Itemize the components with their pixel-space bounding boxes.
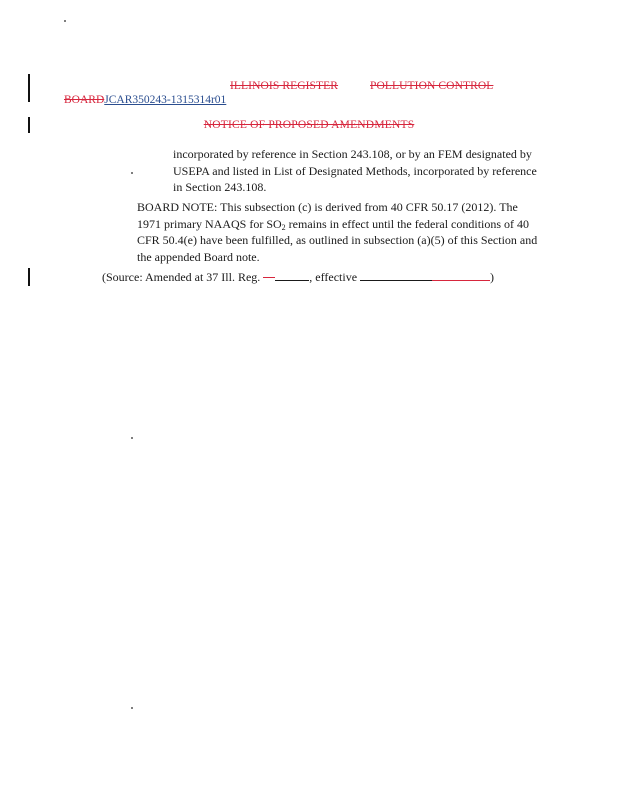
scan-speck: [131, 172, 133, 174]
header-line-2: [64, 93, 226, 107]
notice-heading: [0, 118, 618, 132]
inserted-blank: [432, 269, 490, 281]
scan-speck: [131, 437, 133, 439]
effective-date-blank: [360, 269, 432, 281]
paragraph-incorporated-by-reference: incorporated by reference in Section 243.108, or by an FEM designated by USEPA and listed in List of Designated Methods, incorporated by reference in Section 243.108.: [173, 147, 537, 194]
board-note-text-2: remains in effect until the federal conditions of 40 CFR 50.4(e) have been fulfilled, as outlined in subsection (a)(5) of this Section and the appended Board note.: [137, 216, 538, 264]
deleted-blank: [263, 270, 275, 281]
header-line-1: [0, 78, 618, 94]
reg-page-blank: [275, 269, 309, 281]
notice-heading-text: NOTICE OF PROPOSED AMENDMENTS: [203, 119, 415, 131]
change-bar-source: [28, 268, 30, 286]
agency-title-deleted: BOARD: [64, 94, 105, 106]
scan-speck: [131, 707, 133, 709]
agency-title: POLLUTION CONTROL: [370, 80, 494, 92]
source-prefix: (Source: Amended at 37 Ill. Reg.: [102, 270, 264, 284]
source-middle: , effective: [309, 270, 361, 284]
source-line: [102, 269, 494, 285]
register-title: ILLINOIS REGISTER: [230, 80, 339, 92]
board-note-paragraph: [137, 199, 541, 265]
scan-speck: [64, 20, 66, 22]
so2-subscript: 2: [281, 222, 286, 232]
source-suffix: ): [490, 270, 495, 284]
doc-code-inserted: JCAR350243-1315314r01: [104, 94, 227, 106]
board-note-text-1: BOARD NOTE: This subsection (c) is derived from 40 CFR 50.17 (2012). The 1971 primary NAAQS for SO: [137, 200, 518, 231]
